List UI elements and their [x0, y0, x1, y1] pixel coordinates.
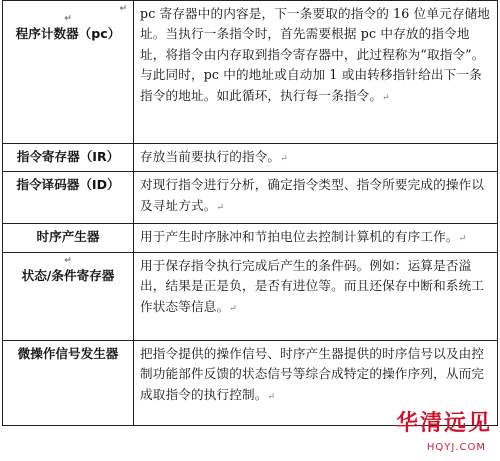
- component-description: 对现行指令进行分析，确定指令类型、指令所要完成的操作以及寻址方式。: [140, 177, 485, 213]
- document-page: [2, 0, 498, 461]
- row-name-cell: [3, 144, 134, 172]
- watermark-url-text: HQYJ.COM: [426, 442, 486, 453]
- row-desc-cell: [134, 1, 498, 144]
- paragraph-mark: ↵: [267, 391, 276, 402]
- paragraph-mark: ↵: [458, 234, 467, 245]
- paragraph-mark: ↵: [229, 303, 237, 314]
- component-name: 指令译码器（ID）: [16, 177, 120, 193]
- paragraph-mark: ↵: [280, 154, 288, 164]
- component-description: 用于保存指令执行完成后产生的条件码。例如：运算是否溢出，结果是正是负，是否有进位等。而且还保存中断和系统工作状态等信息。: [140, 257, 485, 314]
- component-name: 时序产生器: [36, 229, 100, 245]
- component-description: 存放当前要执行的指令。: [140, 149, 281, 164]
- cpu-components-table: [2, 0, 498, 426]
- row-desc-cell: [134, 340, 498, 425]
- table-row: [3, 172, 498, 224]
- row-name-cell: [3, 224, 134, 252]
- paragraph-mark: ↵: [64, 14, 72, 24]
- row-name-cell: [3, 1, 134, 144]
- watermark-logo-text: 华清远见: [395, 411, 492, 436]
- component-name: 微操作信号发生器: [17, 345, 119, 361]
- table-row: [3, 252, 498, 340]
- table-row: [3, 224, 498, 252]
- paragraph-mark: ↵: [64, 255, 72, 266]
- paragraph-mark: ↵: [216, 202, 225, 213]
- row-desc-cell: [134, 252, 498, 340]
- row-desc-cell: [134, 224, 498, 252]
- table-row: [3, 340, 498, 425]
- component-description: 用于产生时序脉冲和节拍电位去控制计算机的有序工作。: [140, 229, 459, 245]
- component-name: 指令寄存器（IR）: [16, 149, 120, 164]
- row-desc-cell: [134, 172, 498, 224]
- paragraph-mark: ↵: [119, 4, 127, 14]
- component-name: 状态/条件寄存器: [21, 267, 115, 283]
- row-desc-cell: [134, 144, 498, 172]
- row-name-cell: [3, 252, 134, 340]
- row-name-cell: [3, 172, 134, 224]
- paragraph-mark: ↵: [382, 92, 390, 103]
- table-row: [3, 144, 498, 172]
- component-name: 程序计数器（pc）: [15, 26, 121, 41]
- component-description: 把指令提供的操作信号、时序产生器提供的时序信号以及由控制功能部件反馈的状态信号等综合成特定的操作序列，从而完成取指令的执行控制。: [140, 345, 485, 402]
- table-row: [3, 1, 498, 144]
- component-description: pc 寄存器中的内容是，下一条要取的指令的 16 位单元存储地址。当执行一条指令时，首先需要根据 pc 中存放的指令地址，将指令由内存取到指令寄存器中，此过程称为“取指令”。与此同时，pc 中的地址或自动加 1 或由转移指针给出下一条指令的地址。如此循环，执行每一条指令。: [140, 6, 491, 103]
- row-name-cell: [3, 340, 134, 425]
